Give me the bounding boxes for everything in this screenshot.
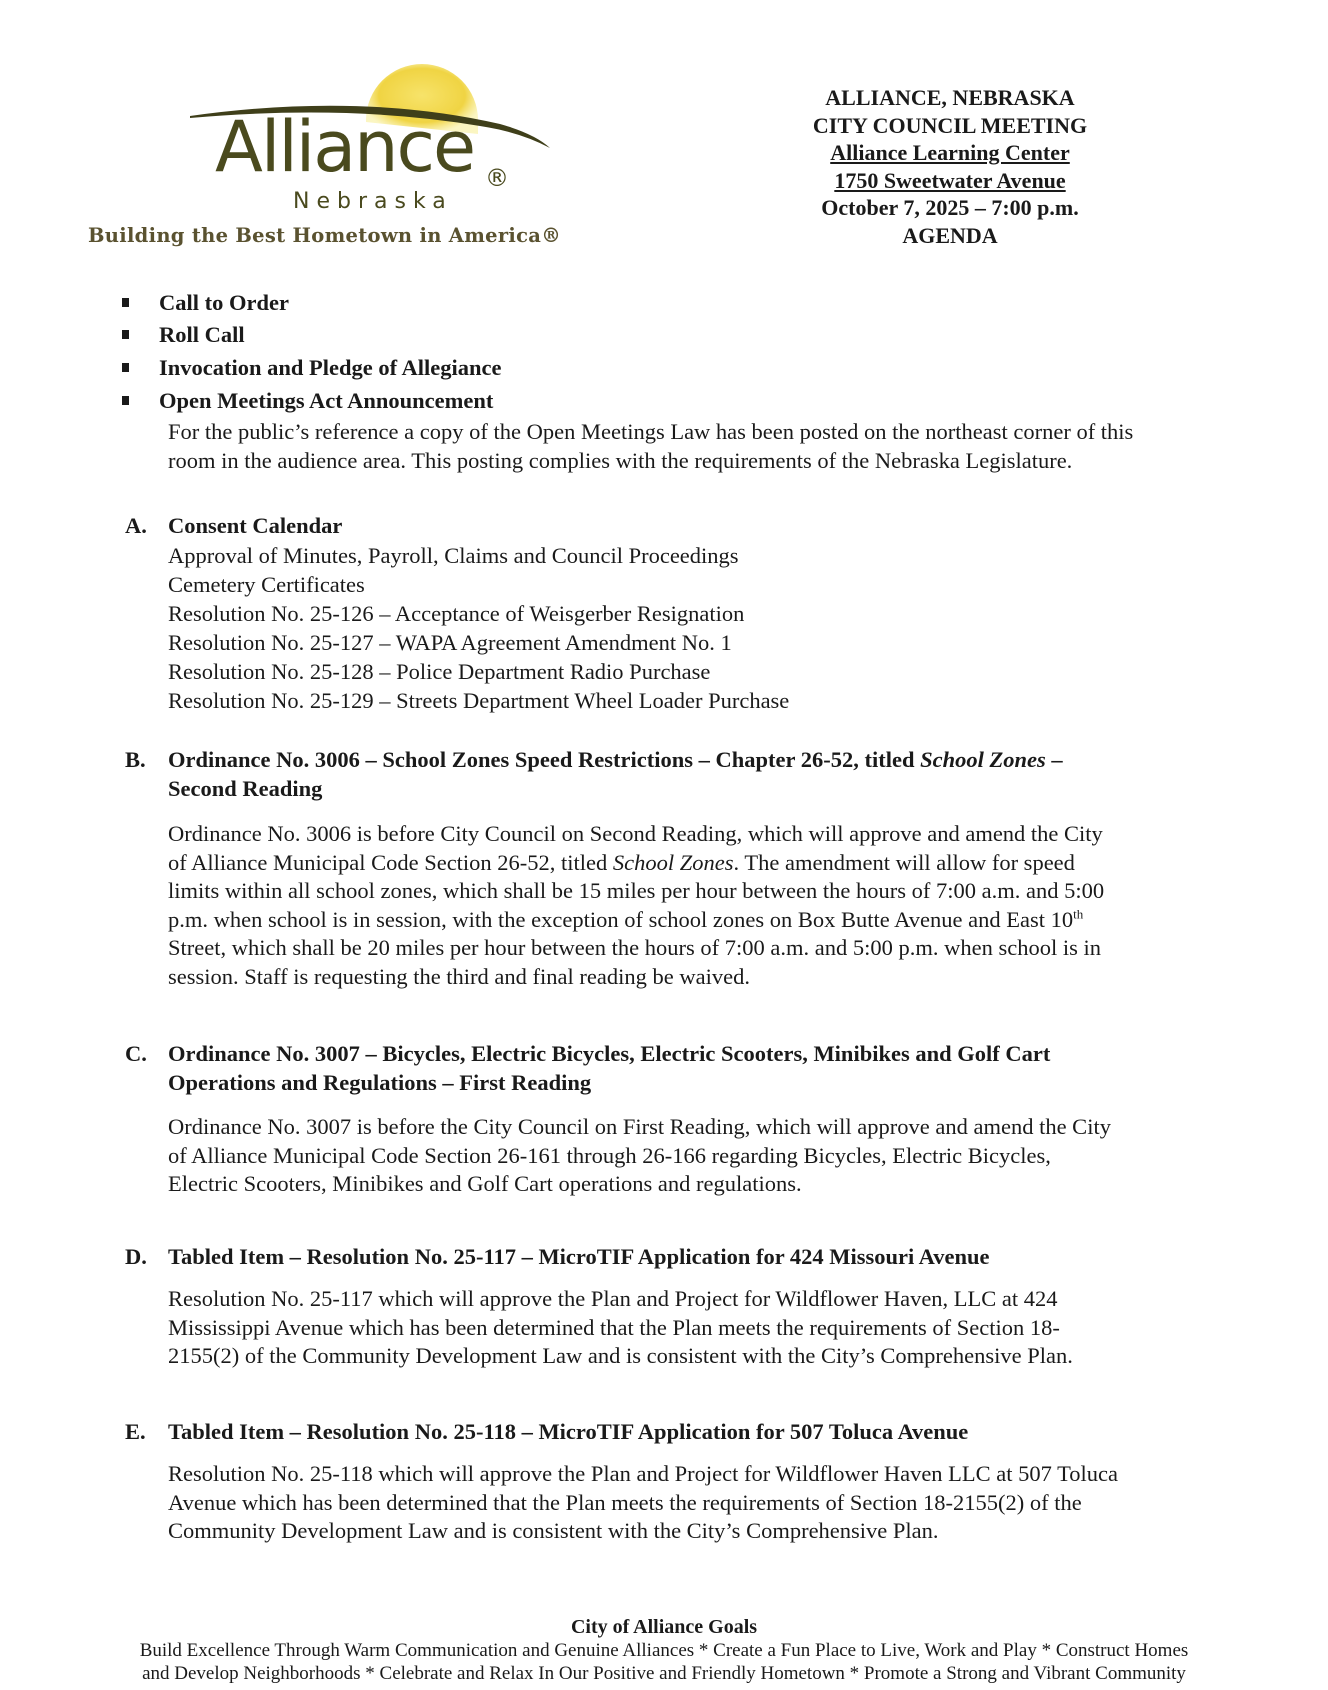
agenda-bullet-item — [122, 290, 289, 316]
consent-calendar-list — [168, 541, 789, 715]
consent-item: Resolution No. 25-129 – Streets Department Wheel Loader Purchase — [168, 688, 790, 713]
section-c-body — [168, 1113, 1111, 1199]
consent-item: Resolution No. 25-126 – Acceptance of Weisgerber Resignation — [168, 601, 745, 626]
agenda-bullet-item — [122, 388, 493, 414]
section-e-body — [168, 1460, 1118, 1546]
consent-item: Cemetery Certificates — [168, 572, 365, 597]
registered-mark: ® — [485, 164, 509, 192]
text-line: limits within all school zones, which shall be 15 miles per hour between the hours of 7:00 a.m. and 5:00 — [168, 878, 1105, 903]
header-city: ALLIANCE, NEBRASKA — [825, 85, 1075, 110]
bullet-icon — [122, 396, 129, 405]
footer-title: City of Alliance Goals — [570, 1616, 758, 1638]
agenda-bullet-item — [122, 322, 245, 348]
section-title-line2: Second Reading — [168, 775, 323, 801]
superscript: th — [1073, 906, 1084, 921]
text-line: Resolution No. 25-118 which will approve the Plan and Project for Wildflower Haven LLC at 507 Toluca — [168, 1461, 1119, 1486]
section-b-body — [168, 820, 1104, 991]
section-title: – — [1045, 747, 1063, 772]
consent-item: Resolution No. 25-128 – Police Department Radio Purchase — [168, 659, 711, 684]
bullet-icon — [122, 298, 129, 307]
bullet-label: Roll Call — [159, 322, 245, 347]
text-line: session. Staff is requesting the third and final reading be waived. — [168, 963, 750, 989]
section-d-heading — [125, 1243, 990, 1272]
header-address: 1750 Sweetwater Avenue — [834, 167, 1066, 193]
section-title: Ordinance No. 3007 – Bicycles, Electric Bicycles, Electric Scooters, Minibikes and Golf Cart — [168, 1041, 1051, 1066]
text-line — [168, 906, 1104, 935]
section-title: Tabled Item – Resolution No. 25-117 – MicroTIF Application for 424 Missouri Avenue — [168, 1244, 990, 1269]
bullet-label: Invocation and Pledge of Allegiance — [159, 355, 502, 380]
section-b-heading — [125, 746, 1063, 803]
bullet-icon — [122, 363, 129, 372]
section-d-body — [168, 1285, 1073, 1371]
text-line: Community Development Law and is consistent with the City’s Comprehensive Plan. — [168, 1518, 939, 1543]
section-letter: B. — [125, 747, 146, 772]
goals-footer — [0, 1616, 1328, 1685]
logo-wordmark: Alliance — [215, 106, 475, 188]
open-meetings-text — [168, 418, 1133, 475]
text-line: of Alliance Municipal Code Section 26-161 through 26-166 regarding Bicycles, Electric Bicycles, — [168, 1142, 1051, 1168]
text-span: of Alliance Municipal Code Section 26-52, titled — [168, 849, 613, 875]
bullet-icon — [122, 330, 129, 339]
text-span: p.m. when school is in session, with the exception of school zones on Box Butte Avenue and East 10 — [168, 906, 1074, 932]
bullet-label: Open Meetings Act Announcement — [159, 388, 494, 413]
logo-state: Nebraska — [293, 189, 453, 214]
header-datetime: October 7, 2025 – 7:00 p.m. — [821, 195, 1079, 220]
city-logo — [80, 52, 620, 262]
section-title-line2: Operations and Regulations – First Reading — [168, 1069, 592, 1095]
text-line: room in the audience area. This posting complies with the requirements of the Nebraska Legislature. — [168, 447, 1073, 473]
text-line: Street, which shall be 20 miles per hour between the hours of 7:00 a.m. and 5:00 p.m. when school is in — [168, 935, 1101, 960]
section-e-heading — [125, 1418, 968, 1447]
text-line: Avenue which has been determined that the Plan meets the requirements of Section 18-2155(2) of the — [168, 1489, 1082, 1515]
text-line: Resolution No. 25-117 which will approve the Plan and Project for Wildflower Haven, LLC at 424 — [168, 1286, 1058, 1311]
header-doc-type: AGENDA — [902, 222, 998, 248]
section-letter: A. — [125, 513, 147, 538]
section-c-heading — [125, 1040, 1050, 1097]
footer-goals-line: and Develop Neighborhoods * Celebrate and Relax In Our Positive and Friendly Hometown * Promote a Strong and Vibrant Community — [142, 1663, 1186, 1684]
footer-goals-line: Build Excellence Through Warm Communication and Genuine Alliances * Create a Fun Place to Live, Work and Play * Construct Homes — [139, 1640, 1189, 1661]
text-span: . The amendment will allow for speed — [733, 849, 1075, 875]
header-venue: Alliance Learning Center — [830, 140, 1070, 165]
text-line: Electric Scooters, Minibikes and Golf Cart operations and regulations. — [168, 1171, 802, 1196]
consent-item: Approval of Minutes, Payroll, Claims and Council Proceedings — [168, 543, 739, 568]
section-a-heading — [125, 512, 342, 541]
section-letter: D. — [125, 1244, 147, 1269]
section-letter: C. — [125, 1041, 147, 1066]
logo-tagline: Building the Best Hometown in America® — [88, 224, 562, 247]
text-line: 2155(2) of the Community Development Law and is consistent with the City’s Comprehensive Plan. — [168, 1343, 1073, 1368]
text-italic: School Zones — [612, 849, 734, 875]
text-line: For the public’s reference a copy of the Open Meetings Law has been posted on the northeast corner of this — [168, 419, 1134, 444]
agenda-bullet-item — [122, 355, 502, 381]
consent-item: Resolution No. 25-127 – WAPA Agreement Amendment No. 1 — [168, 630, 732, 655]
section-letter: E. — [125, 1419, 146, 1444]
text-line — [168, 849, 1104, 878]
bullet-label: Call to Order — [159, 290, 289, 315]
section-title: Consent Calendar — [168, 513, 343, 538]
section-title: Ordinance No. 3006 – School Zones Speed Restrictions – Chapter 26-52, titled — [168, 747, 921, 772]
header-meeting: CITY COUNCIL MEETING — [812, 112, 1088, 138]
section-title-italic: School Zones — [920, 747, 1046, 772]
text-line: Mississippi Avenue which has been determined that the Plan meets the requirements of Section 18- — [168, 1314, 1060, 1340]
section-title: Tabled Item – Resolution No. 25-118 – MicroTIF Application for 507 Toluca Avenue — [168, 1419, 969, 1444]
text-line: Ordinance No. 3006 is before City Council on Second Reading, which will approve and amend the City — [168, 821, 1103, 846]
meeting-header — [760, 84, 1140, 249]
text-line: Ordinance No. 3007 is before the City Council on First Reading, which will approve and amend the City — [168, 1114, 1111, 1139]
